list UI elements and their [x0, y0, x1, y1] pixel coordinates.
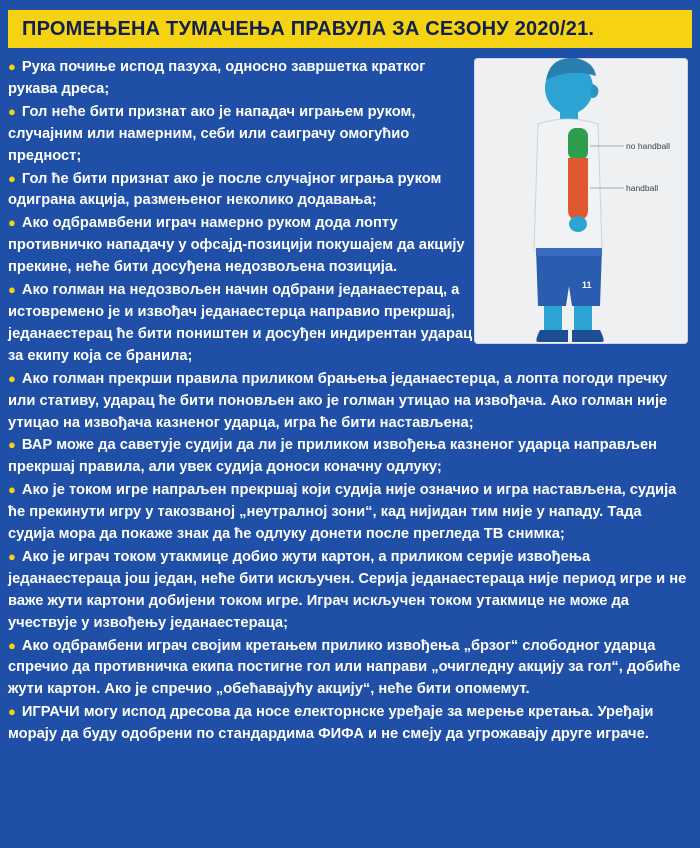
bullet-icon: ● — [8, 215, 16, 231]
bullet-icon: ● — [8, 637, 16, 653]
handball-label: handball — [626, 183, 659, 193]
bullet-icon: ● — [8, 59, 16, 74]
bullet-icon: ● — [8, 482, 16, 498]
rule-text: Гол ће бити признат ако је после случајног играња руком одиграна акција, размењеног неколико додавања; — [8, 170, 442, 209]
bullet-icon: ● — [8, 170, 16, 186]
rule-text: Ако голман на недозвољен начин одбрани једанаестерац, а истовремено је и извођач једанаестерца направио прекршај, једанаестерац ће бити поништен и досуђен индирентан ударац за екипу која се бранила; — [8, 282, 473, 364]
bullet-icon: ● — [8, 370, 16, 386]
jersey-number: 11 — [582, 280, 592, 290]
rule-text: Гол неће бити признат ако је нападач играњем руком, случајним или намерним, себи или саиграчу омогућио предност; — [8, 103, 416, 164]
page-title: ПРОМЕЊЕНА ТУМАЧЕЊА ПРАВУЛА ЗА СЕЗОНУ 2020/21. — [8, 10, 692, 48]
bullet-icon: ● — [8, 704, 16, 720]
rule-item — [8, 546, 692, 635]
rule-text: ИГРАЧИ могу испод дресова да носе електорнске уређаје за мерење кретања. Уређаји морају да буду одобрени по стандардима ФИФА и не смеју да угрожавају друге играче. — [8, 704, 654, 743]
rule-text: Ако одбрамбени играч својим кретањем прилико извођења „брзог“ слободног ударца спречио да противничка екипа постигне гол или направи „очигледну акцију за гол“, добиће жути картон. Ако је спречио „обећавајућу акцију“, неће бити опомемут. — [8, 637, 681, 698]
rule-item — [8, 479, 692, 546]
bullet-icon: ● — [8, 282, 16, 298]
rule-text: Ако је током игре напраљен прекршај који судија није означио и игра настављена, судија ће прекинути игру у такозваној „неутралној зони“, кад нијидан тим није у нападу. Тада судија мора да покаже знак да ће одлуку донети после прегледа ТВ снимка; — [8, 482, 677, 543]
rule-item — [8, 434, 692, 479]
rule-item — [8, 368, 692, 435]
bullet-icon: ● — [8, 437, 16, 453]
no-handball-label: no handball — [626, 141, 670, 151]
rule-item — [8, 701, 692, 746]
rule-item — [8, 635, 692, 702]
rule-text: Ако голман прекрши правила приликом брањења једанаестерца, а лопта погоди пречку или стативу, ударац ће бити поновљен ако је голман утицао на извођача. Ако голман није утицао на извођача казненог ударца, игра ће бити настављена; — [8, 370, 668, 431]
rule-text: Ако је играч током утакмице добио жути картон, а приликом серије извођења једанаестераца још један, неће бити искључен. Серија једанаестераца није период игре и не важе жути картони добијени током игре. Играч искључен током утакмице не може да учествује у извођењу једанаестераца; — [8, 548, 687, 631]
rules-list — [8, 56, 692, 840]
bullet-icon: ● — [8, 548, 16, 564]
rule-text: ВАР може да саветује судији да ли је приликом извођења казненог ударца направљен прекршај правила, али увек судија доноси коначну одлуку; — [8, 437, 658, 476]
rule-text: Ако одбрамвбени играч намерно руком дода лопту противничко нападачу у офсајд-позицији покушајем да акцију прекине, неће бити досуђена недозвољена позиција. — [8, 215, 465, 276]
illustration-spacer — [476, 56, 692, 343]
bullet-icon: ● — [8, 103, 16, 119]
rule-text: Рука почиње испод пазуха, односно завршетка кратког рукава дреса; — [8, 59, 426, 97]
